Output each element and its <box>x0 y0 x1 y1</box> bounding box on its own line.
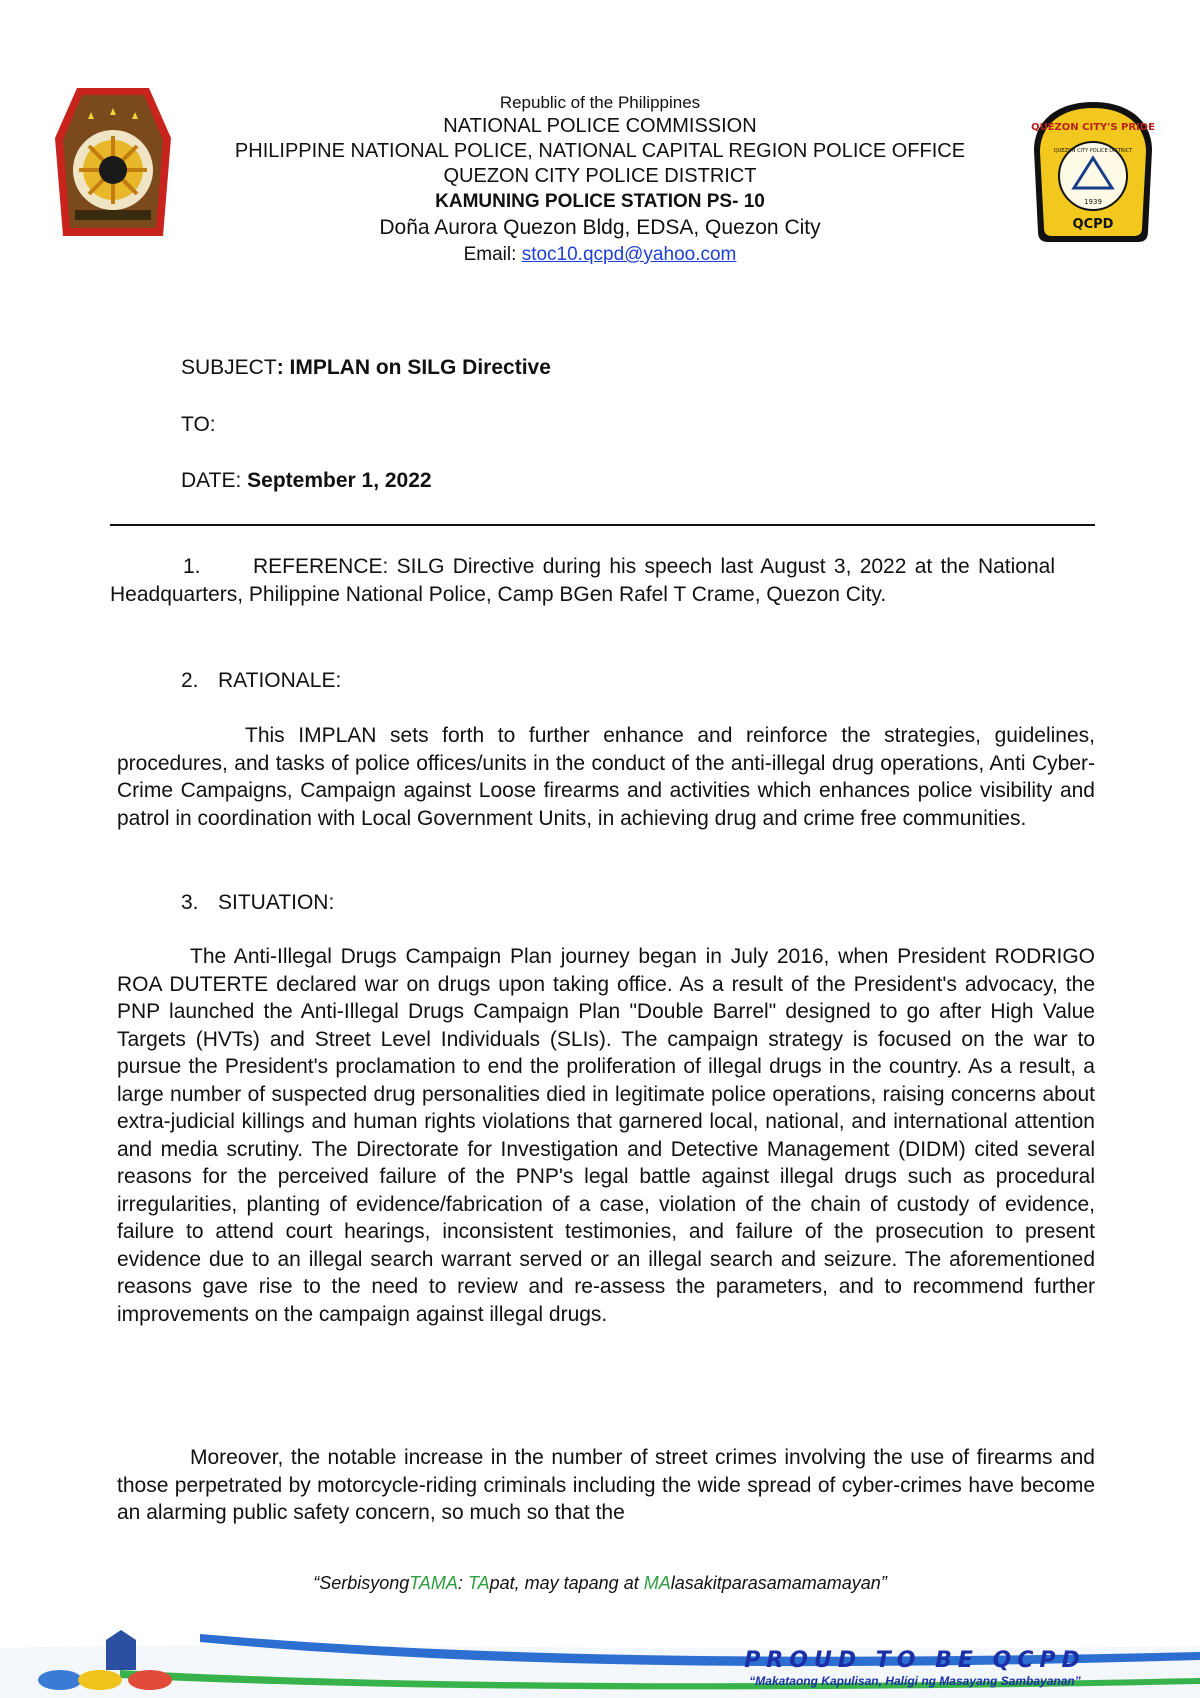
motto-close-quote: ” <box>880 1573 887 1593</box>
email-label: Email: <box>463 244 517 265</box>
motto-highlight: TAMA <box>409 1573 458 1593</box>
reference-text: REFERENCE: SILG Directive during his speech last August 3, 2022 at the National Headquarters, Philippine National Police, Camp BGen Rafel T Crame, Quezon City. <box>110 555 1055 606</box>
motto-highlight: MA <box>643 1573 671 1593</box>
to-label: TO: <box>181 413 216 436</box>
qcpd-logo-ring-text: QUEZON CITY POLICE DISTRICT <box>1053 148 1133 154</box>
rationale-paragraph: This IMPLAN sets forth to further enhance and reinforce the strategies, guidelines, procedures, and tasks of police offices/units in the conduct of the anti-illegal drug operations, Anti Cyber-Crime Campaigns, Campaign against Loose firearms and activities which enhances police visibility and patrol in coordination with Local Government Units, in achieving drug and crime free communities. <box>117 724 1095 830</box>
motto-part: Serbisyong <box>319 1573 410 1593</box>
situation-heading <box>181 889 334 917</box>
divider <box>110 524 1095 526</box>
subject-field <box>181 354 551 382</box>
republic-line: Republic of the Philippines <box>499 93 701 112</box>
motto-open-quote: “ <box>313 1573 320 1593</box>
date-label: DATE: <box>181 469 242 492</box>
situation-number: 3. <box>181 891 199 914</box>
reference-number: 1. <box>183 555 201 578</box>
motto-part: pat, may tapang at <box>489 1573 644 1593</box>
motto-highlight: TA <box>467 1573 490 1593</box>
rationale-number: 2. <box>181 669 199 692</box>
subject-label: SUBJECT <box>181 356 277 379</box>
to-field <box>181 411 216 439</box>
pnp-line: PHILIPPINE NATIONAL POLICE, NATIONAL CAPITAL REGION POLICE OFFICE <box>234 140 966 162</box>
motto-part: lasakitparasamamamayan <box>670 1573 881 1593</box>
commission-line: NATIONAL POLICE COMMISSION <box>443 115 757 137</box>
motto <box>0 1573 1200 1594</box>
qcpd-logo-top-text: QUEZON CITY'S PRIDE <box>1031 122 1155 133</box>
qcpd-logo-year: 1939 <box>1084 198 1102 206</box>
situation-title: SITUATION: <box>218 891 335 914</box>
email-link[interactable]: stoc10.qcpd@yahoo.com <box>521 244 737 265</box>
reference-paragraph <box>110 553 1055 608</box>
situation-paragraph: The Anti-Illegal Drugs Campaign Plan journey began in July 2016, when President RODRIGO ROA DUTERTE declared war on drugs upon taking office. As a result of the President's advocacy, the PNP launched the Anti-Illegal Drugs Campaign Plan "Double Barrel" designed to go after High Value Targets (HVTs) and Street Level Individuals (SLIs). The campaign strategy is focused on the war to pursue the President's proclamation to end the proliferation of illegal drugs in the country. As a result, a large number of suspected drug personalities died in legitimate police operations, raising concerns about extra-judicial killings and human rights violations that garnered local, national, and international attention and media scrutiny. The Directorate for Investigation and Detective Management (DIDM) cited several reasons for the perceived failure of the PNP's legal battle against illegal drugs such as procedural irregularities, planting of evidence/fabrication of a case, violation of the chain of custody of evidence, failure to attend court hearings, inconsistent testimonies, and failure of the prosecution to present evidence due to an illegal search warrant served or an illegal search and seizure. The aforementioned reasons gave rise to the need to review and re-assess the parameters, and to recommend further improvements on the campaign against illegal drugs. <box>117 945 1095 1326</box>
slogan: PROUD TO BE QCPD <box>744 1648 1086 1673</box>
date-field <box>181 467 432 495</box>
email-row <box>0 242 1200 267</box>
slogan-tagline: “Makataong Kapulisan, Haligi ng Masayang Sambayanan” <box>749 1674 1081 1688</box>
motto-part: : <box>457 1573 468 1593</box>
subject-value: : IMPLAN on SILG Directive <box>276 356 551 379</box>
rationale-heading <box>181 667 341 695</box>
station-line: KAMUNING POLICE STATION PS- 10 <box>435 191 765 212</box>
district-line: QUEZON CITY POLICE DISTRICT <box>443 165 757 187</box>
date-value: September 1, 2022 <box>247 469 432 492</box>
address-line: Doña Aurora Quezon Bldg, EDSA, Quezon City <box>379 216 821 239</box>
qcpd-logo-bottom-text: QCPD <box>1072 217 1114 232</box>
rationale-title: RATIONALE: <box>218 669 342 692</box>
moreover-paragraph: Moreover, the notable increase in the number of street crimes involving the use of firearms and those perpetrated by motorcycle-riding criminals including the wide spread of cyber-crimes have become an alarming public safety concern, so much so that the <box>117 1446 1095 1524</box>
letterhead <box>0 92 1200 267</box>
